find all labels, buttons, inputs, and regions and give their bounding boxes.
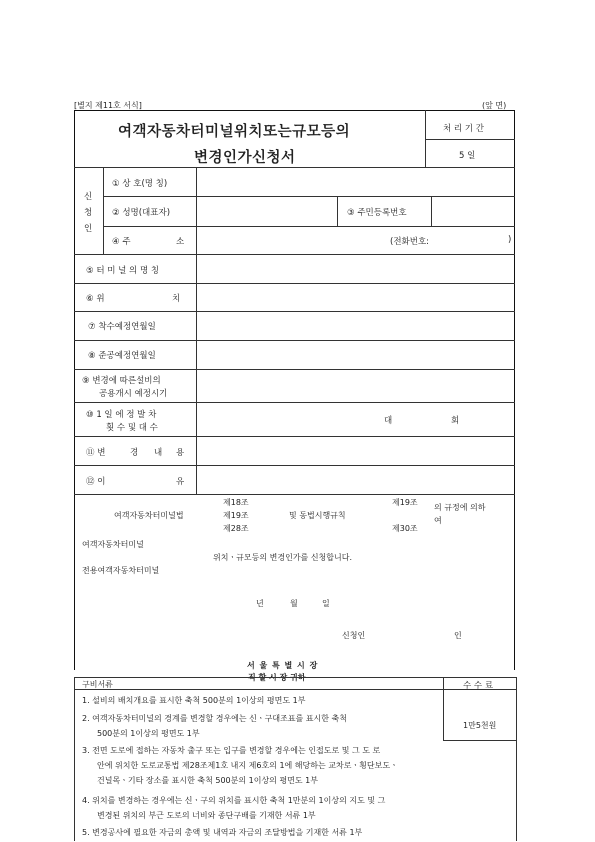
change-content-field[interactable] <box>198 438 513 464</box>
enforcement-rules: 및 동법시행규칙 <box>289 511 346 520</box>
applicant-signature-label: 신청인 <box>342 631 366 640</box>
page-side-label: (앞 면) <box>482 101 507 110</box>
terminal-type-2: 전용여객자동차터미널 <box>82 566 160 575</box>
fee-label: 수 수 료 <box>463 681 494 691</box>
resident-number-label: ③ 주민등록번호 <box>347 208 407 218</box>
reason-field[interactable] <box>198 467 513 493</box>
processing-divider <box>425 139 515 140</box>
doc-item-3-line1: 3. 전면 도로에 접하는 자동차 출구 또는 입구를 변경할 경우에는 인접도로 및 그 도 로 <box>82 746 381 755</box>
terminal-type-1: 여객자동차터미널 <box>82 540 144 549</box>
form-title-line2: 변경인가신청서 <box>194 150 296 166</box>
doc-item-5: 5. 변경공사에 필요한 자금의 총액 및 내역과 자금의 조달방법을 기재한 서류 1부 <box>82 828 363 837</box>
phone-label: (전화번호: <box>390 237 430 247</box>
law-name: 여객자동차터미널법 <box>114 511 184 520</box>
processing-period-label: 처 리 기 간 <box>443 124 484 134</box>
rule-article-2: 제30조 <box>392 524 418 533</box>
resident-number-field[interactable] <box>433 198 513 225</box>
start-date-field[interactable] <box>198 313 513 339</box>
vehicle-unit: 대 <box>384 416 393 426</box>
seal-label: 인 <box>454 631 462 640</box>
recipient-seoul-mayor: 서 울 특 별 시 장 <box>247 661 319 670</box>
doc-item-3-line3: 건널목ㆍ기타 장소를 표시한 축척 500분의 1이상의 평면도 1부 <box>97 776 318 785</box>
applicant-group-label-3: 인 <box>84 224 93 234</box>
daily-departures-label-line1: ⑩ 1 일 에 정 발 차 <box>86 410 157 420</box>
change-content-label-4: 용 <box>176 448 185 458</box>
doc-item-4-line2: 변경된 위치의 부근 도로의 너비와 종단구배를 기재한 서류 1부 <box>97 811 316 820</box>
representative-name-label: ② 성명(대표자) <box>112 208 171 218</box>
required-docs-label: 구비서류 <box>82 680 113 689</box>
completion-date-label: ⑧ 준공예정연월일 <box>88 351 156 361</box>
frame-top <box>74 110 515 111</box>
according-text: 의 규정에 의하 <box>434 503 486 512</box>
rule-article-1: 제19조 <box>392 498 418 507</box>
start-date-label: ⑦ 착수예정연월일 <box>88 322 156 332</box>
address-label: ④ 주 <box>112 237 131 247</box>
law-article-3: 제28조 <box>223 524 249 533</box>
date-month: 월 <box>290 599 298 608</box>
doc-item-2-line1: 2. 여객자동차터미널의 경계를 변경할 경우에는 신ㆍ구대조표를 표시한 축척 <box>82 714 347 723</box>
location-label: ⑥ 위 <box>86 294 105 304</box>
processing-period-value: 5 일 <box>459 151 476 161</box>
location-field[interactable] <box>198 285 513 310</box>
facility-open-label-line2: 공용개시 예정시기 <box>99 389 168 399</box>
reason-label: ⑫ 이 <box>86 477 106 487</box>
doc-item-4-line1: 4. 위치를 변경하는 경우에는 신ㆍ구의 위치를 표시한 축척 1만분의 1이상의 지도 및 그 <box>82 796 386 805</box>
location-label-end: 치 <box>172 294 181 304</box>
trade-name-label: ① 상 호(명 칭) <box>112 179 168 189</box>
terminal-name-label: ⑤ 터 미 널 의 명 칭 <box>86 266 160 276</box>
doc-item-3-line2: 안에 위치한 도로교통법 제28조제1호 내지 제6호의 1에 해당하는 교차로ㆍ횡단보도ㆍ <box>97 761 398 770</box>
doc-item-2-line2: 500분의 1이상의 평면도 1부 <box>97 729 200 738</box>
departure-count-field[interactable] <box>394 404 444 435</box>
request-sentence: 위치ㆍ규모등의 변경인가를 신청합니다. <box>213 553 353 562</box>
completion-date-field[interactable] <box>198 342 513 368</box>
law-article-2: 제19조 <box>223 511 249 520</box>
facility-open-field[interactable] <box>198 371 513 401</box>
trade-name-field[interactable] <box>198 169 513 195</box>
form-number: [별지 제11호 서식] <box>74 101 142 110</box>
applicant-group-label-1: 신 <box>84 192 93 202</box>
date-day: 일 <box>322 599 330 608</box>
vehicle-count-field[interactable] <box>198 404 378 435</box>
doc-item-1: 1. 설비의 배치개요를 표시한 축척 500분의 1이상의 평면도 1부 <box>82 696 306 705</box>
facility-open-label-line1: ⑨ 변경에 따른설비의 <box>82 376 161 386</box>
phone-close-paren: ) <box>508 235 512 245</box>
frame-right <box>514 110 515 670</box>
representative-name-field[interactable] <box>198 198 335 225</box>
frame-left <box>74 110 75 670</box>
law-article-1: 제18조 <box>223 498 249 507</box>
daily-departures-label-line2: 횟 수 및 대 수 <box>106 423 158 433</box>
change-content-label: ⑪ 변 <box>86 448 106 458</box>
terminal-name-field[interactable] <box>198 256 513 282</box>
date-year: 년 <box>256 599 264 608</box>
applicant-group-label-2: 청 <box>84 208 93 218</box>
form-title-line1: 여객자동차터미널위치또는규모등의 <box>118 124 351 140</box>
change-content-label-3: 내 <box>154 448 163 458</box>
departure-unit: 회 <box>451 416 460 426</box>
address-label-end: 소 <box>176 237 185 247</box>
reason-label-end: 유 <box>176 477 185 487</box>
change-content-label-2: 경 <box>130 448 139 458</box>
according-text-2: 여 <box>434 516 442 525</box>
fee-value: 1만5천원 <box>463 721 497 730</box>
address-field[interactable] <box>198 228 383 253</box>
